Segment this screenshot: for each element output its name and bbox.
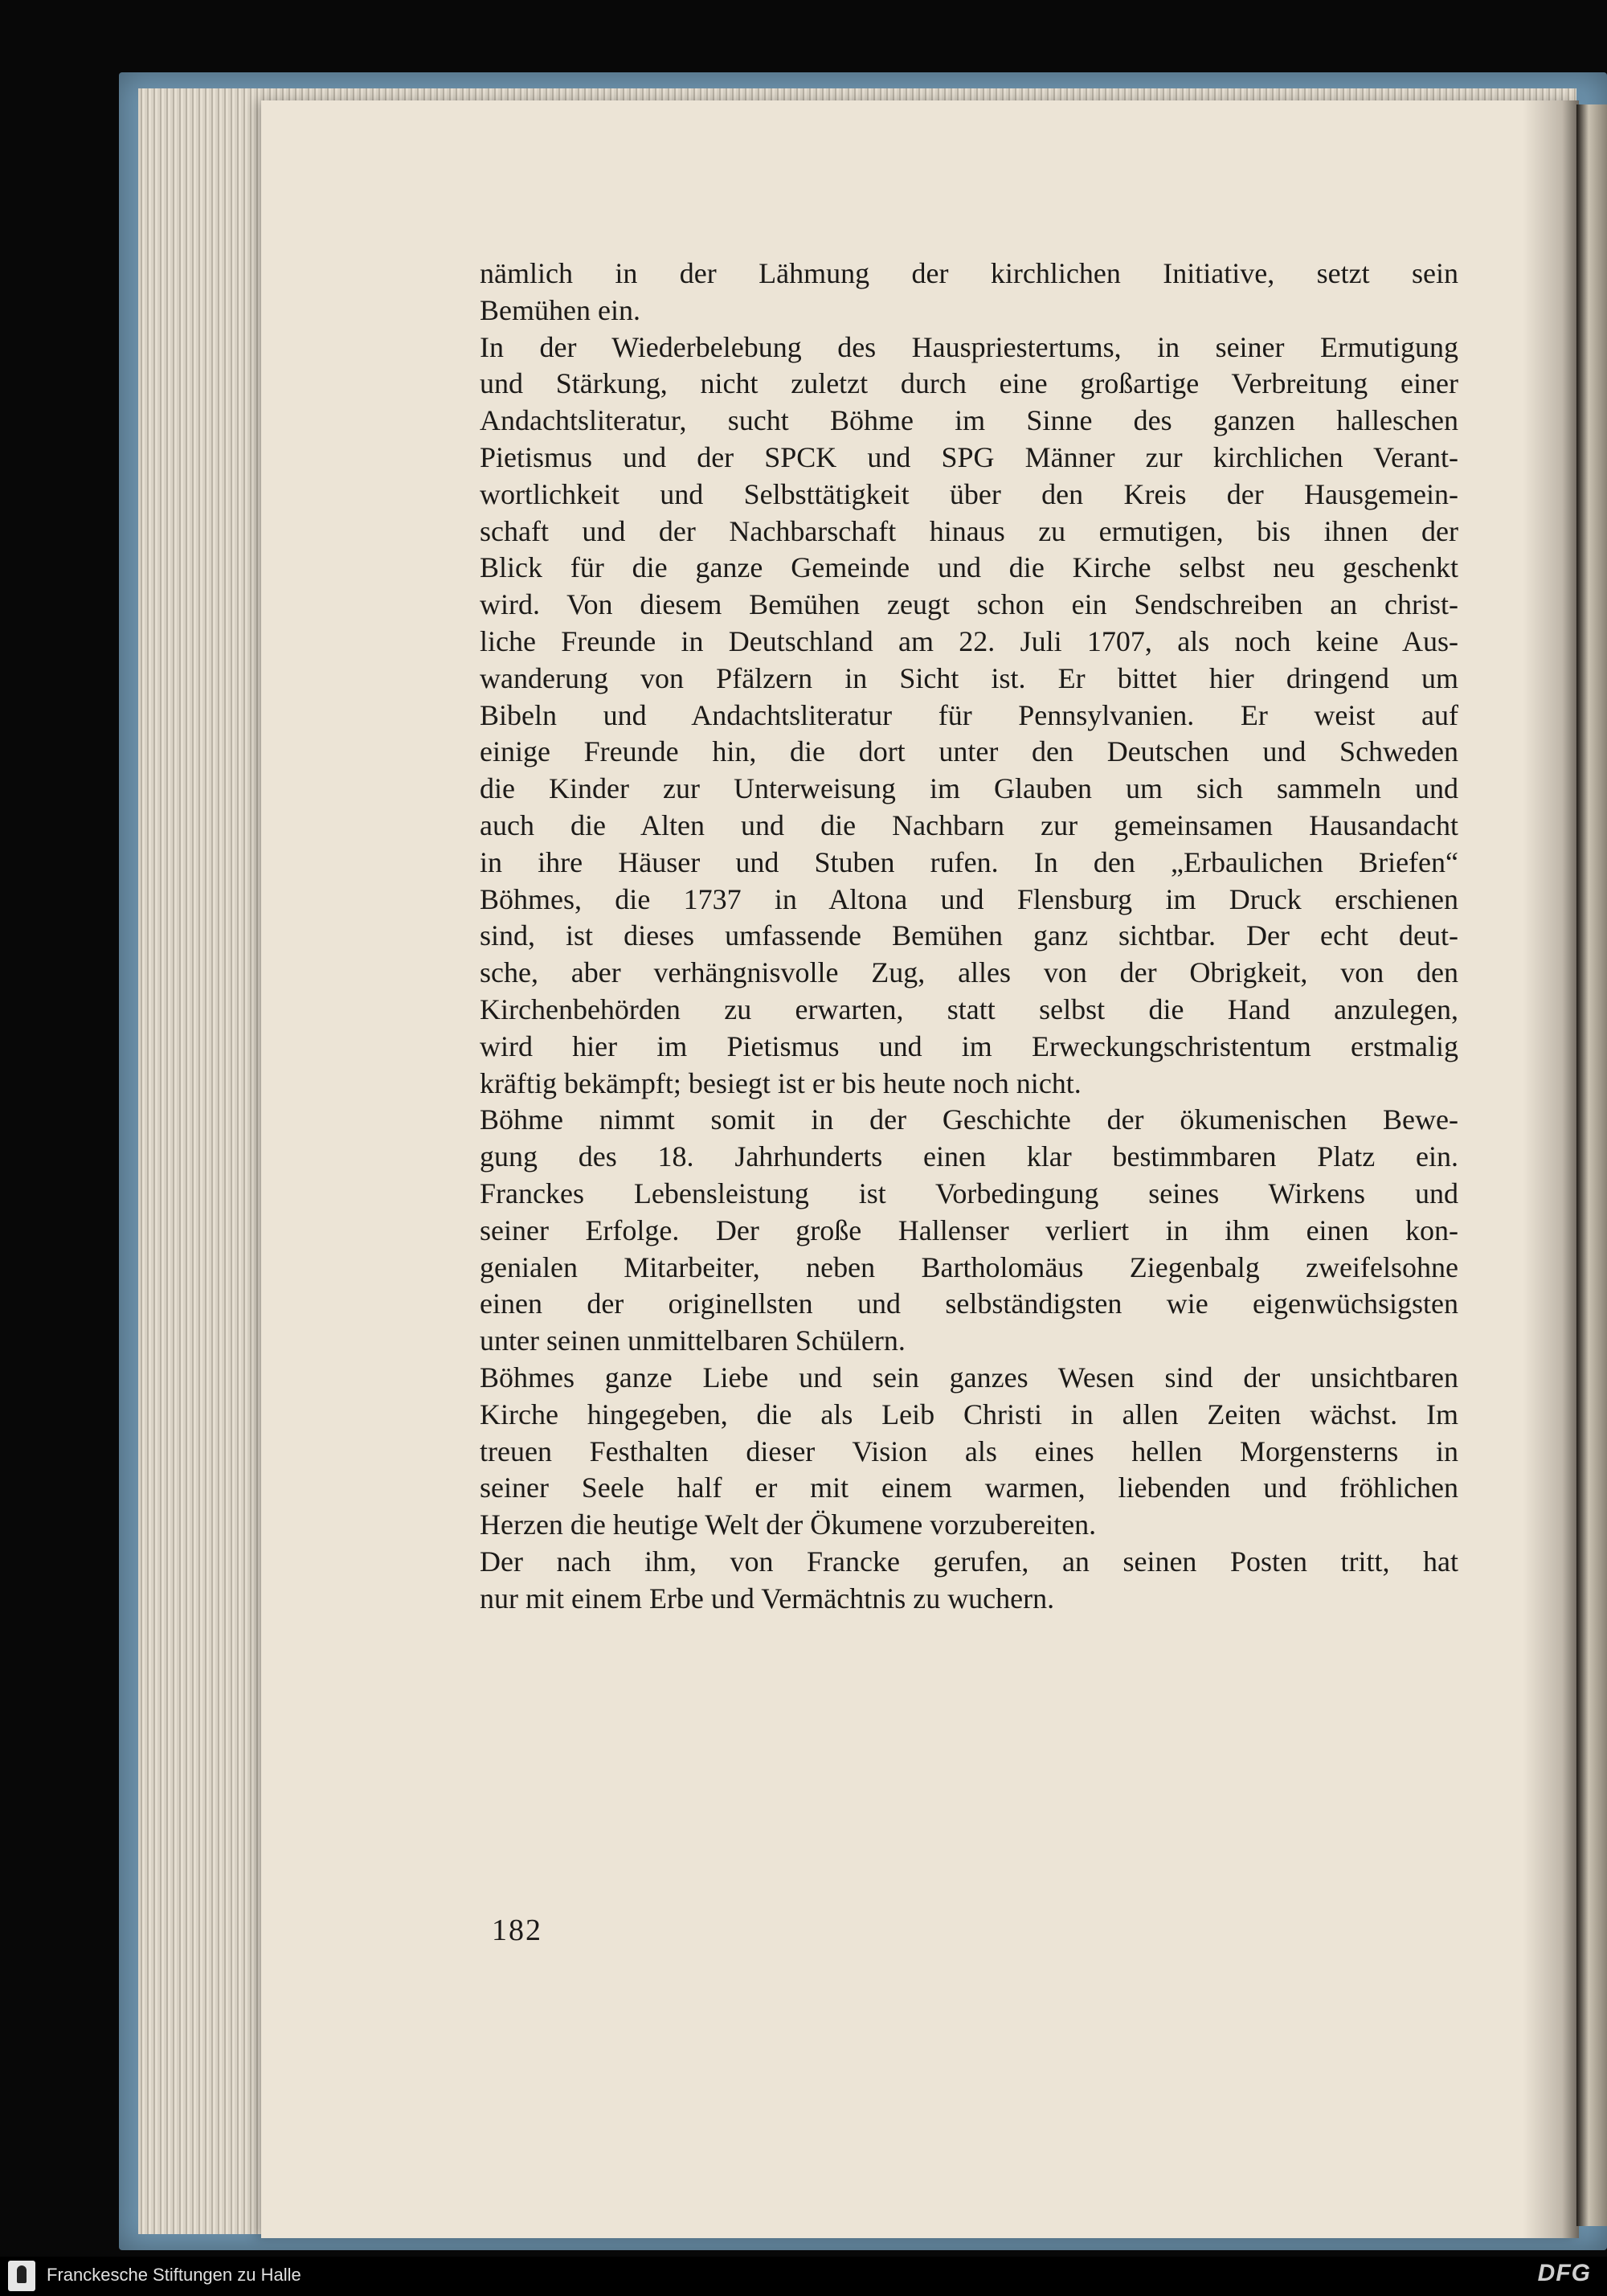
text-line: Böhme nimmt somit in der Geschichte der ökumenischen Bewe-	[480, 1103, 1458, 1136]
text-line: einen der originellsten und selbständigsten wie eigenwüchsigsten	[480, 1287, 1458, 1320]
text-line: Der nach ihm, von Francke gerufen, an seinen Posten tritt, hat	[480, 1545, 1458, 1578]
institution-logo-icon	[8, 2261, 35, 2291]
text-line: gung des 18. Jahrhunderts einen klar bestimmbaren Platz ein.	[480, 1140, 1458, 1173]
text-line: Andachtsliteratur, sucht Böhme im Sinne des ganzen halleschen	[480, 404, 1458, 437]
text-line: sche, aber verhängnisvolle Zug, alles von der Obrigkeit, von den	[480, 956, 1458, 989]
text-line: sind, ist dieses umfassende Bemühen ganz sichtbar. Der echt deut-	[480, 919, 1458, 952]
text-line: Herzen die heutige Welt der Ökumene vorzubereiten.	[480, 1508, 1097, 1541]
footer-institution: Franckesche Stiftungen zu Halle	[47, 2265, 301, 2285]
footer-brand-logo: DFG	[1537, 2260, 1591, 2286]
text-line: Pietismus und der SPCK und SPG Männer zur kirchlichen Verant-	[480, 440, 1458, 473]
text-line: seiner Erfolge. Der große Hallenser verliert in ihm einen kon-	[480, 1213, 1458, 1246]
text-line: Bibeln und Andachtsliteratur für Pennsylvanien. Er weist auf	[480, 698, 1458, 731]
text-line: treuen Festhalten dieser Vision als eines hellen Morgensterns in	[480, 1434, 1458, 1467]
text-line: seiner Seele half er mit einem warmen, liebenden und fröhlichen	[480, 1471, 1458, 1504]
text-line: nämlich in der Lähmung der kirchlichen Initiative, setzt sein	[480, 257, 1458, 289]
text-line: liche Freunde in Deutschland am 22. Juli 1707, als noch keine Aus-	[480, 624, 1458, 657]
text-line: Blick für die ganze Gemeinde und die Kirche selbst neu geschenkt	[480, 551, 1458, 584]
text-line: schaft und der Nachbarschaft hinaus zu ermutigen, bis ihnen der	[480, 514, 1458, 547]
gutter-shadow	[1523, 100, 1579, 2238]
text-line: in ihre Häuser und Stuben rufen. In den „Erbaulichen Briefen“	[480, 845, 1458, 878]
text-line: Böhmes, die 1737 in Altona und Flensburg im Druck erschienen	[480, 882, 1458, 915]
text-line: einige Freunde hin, die dort unter den Deutschen und Schweden	[480, 735, 1458, 768]
text-line: auch die Alten und die Nachbarn zur gemeinsamen Hausandacht	[480, 808, 1458, 841]
facing-page-edge	[1576, 104, 1607, 2226]
text-line: und Stärkung, nicht zuletzt durch eine großartige Verbreitung einer	[480, 367, 1458, 400]
text-line: genialen Mitarbeiter, neben Bartholomäus Ziegenbalg zweifelsohne	[480, 1250, 1458, 1283]
text-line: Böhmes ganze Liebe und sein ganzes Wesen sind der unsichtbaren	[480, 1361, 1458, 1394]
text-line: In der Wiederbelebung des Hauspriestertums, in seiner Ermutigung	[480, 330, 1458, 363]
text-line: kräftig bekämpft; besiegt ist er bis heute noch nicht.	[480, 1066, 1082, 1099]
text-line: unter seinen unmittelbaren Schülern.	[480, 1324, 906, 1357]
text-line: nur mit einem Erbe und Vermächtnis zu wuchern.	[480, 1582, 1055, 1615]
text-line: die Kinder zur Unterweisung im Glauben um sich sammeln und	[480, 772, 1458, 805]
text-line: wird hier im Pietismus und im Erweckungschristentum erstmalig	[480, 1029, 1458, 1062]
text-line: wanderung von Pfälzern in Sicht ist. Er bittet hier dringend um	[480, 661, 1458, 694]
text-line: wortlichkeit und Selbsttätigkeit über den Kreis der Hausgemein-	[480, 477, 1458, 510]
page-number: 182	[492, 1913, 542, 1947]
text-line: Kirchenbehörden zu erwarten, statt selbst die Hand anzulegen,	[480, 992, 1458, 1025]
text-line: wird. Von diesem Bemühen zeugt schon ein Sendschreiben an christ-	[480, 588, 1458, 621]
text-line: Bemühen ein.	[480, 293, 640, 326]
body-text	[480, 256, 1458, 1617]
text-line: Kirche hingegeben, die als Leib Christi in allen Zeiten wächst. Im	[480, 1398, 1458, 1430]
text-line: Franckes Lebensleistung ist Vorbedingung seines Wirkens und	[480, 1177, 1458, 1209]
